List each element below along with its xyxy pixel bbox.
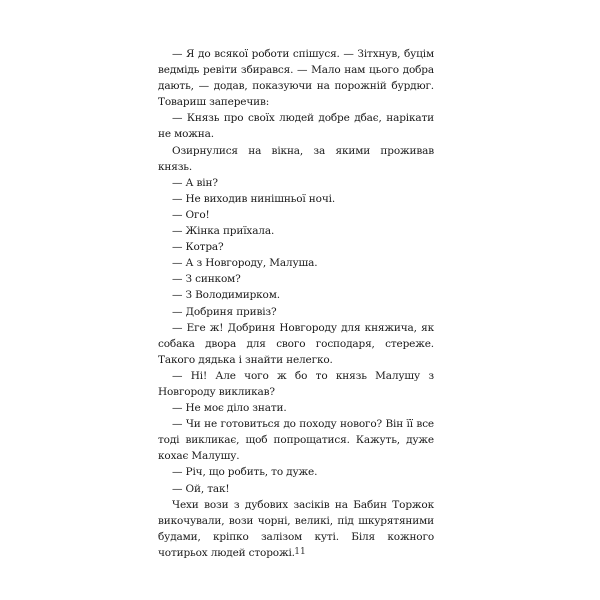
paragraph: — Ого!: [172, 208, 210, 221]
paragraph: — А з Новгороду, Малуша.: [172, 257, 318, 270]
paragraph: — Котра?: [172, 241, 224, 254]
body-text: [158, 46, 434, 561]
paragraph: Чехи вози з дубових засіків на Бабин Торжок викочували, вози чорні, великі, під шкурятяними будами, кріпко залізом куті. Біля кожного чотирьох людей сторожі.: [158, 498, 434, 559]
paragraph: — З Володимирком.: [172, 289, 280, 302]
paragraph: — Ні! Але чого ж бо то князь Малушу з Новгороду викликав?: [158, 369, 434, 398]
paragraph: Озирнулися на вікна, за якими проживав князь.: [158, 144, 434, 173]
paragraph: — Добриня привіз?: [172, 305, 277, 318]
paragraph: — Я до всякої роботи спішуся. — Зітхнув, буцім ведмідь ревіти збирався. — Мало нам цього добра дають, — додав, показуючи на порожній бурдюг. Товариш заперечив:: [158, 48, 434, 109]
paragraph: — Не виходив нинішньої ночі.: [172, 192, 336, 205]
page-number: 11: [294, 547, 306, 557]
paragraph: — Еге ж! Добриня Новгороду для княжича, як собака двора для свого господаря, стереже. Такого дядька і знайти нелегко.: [158, 321, 434, 366]
paragraph: — А він?: [172, 176, 218, 189]
paragraph: — Ой, так!: [172, 482, 230, 495]
paragraph: — З синком?: [172, 273, 241, 286]
paragraph: — Жінка приїхала.: [172, 225, 275, 238]
paragraph: — Князь про своїх людей добре дбає, нарікати не можна.: [158, 112, 434, 141]
paragraph: — Не моє діло знати.: [172, 402, 287, 415]
paragraph: — Чи не готовиться до походу нового? Він її все тоді викликає, щоб попрощатися. Кажуть, дуже кохає Малушу.: [158, 418, 434, 463]
paragraph: — Річ, що робить, то дуже.: [172, 466, 318, 479]
